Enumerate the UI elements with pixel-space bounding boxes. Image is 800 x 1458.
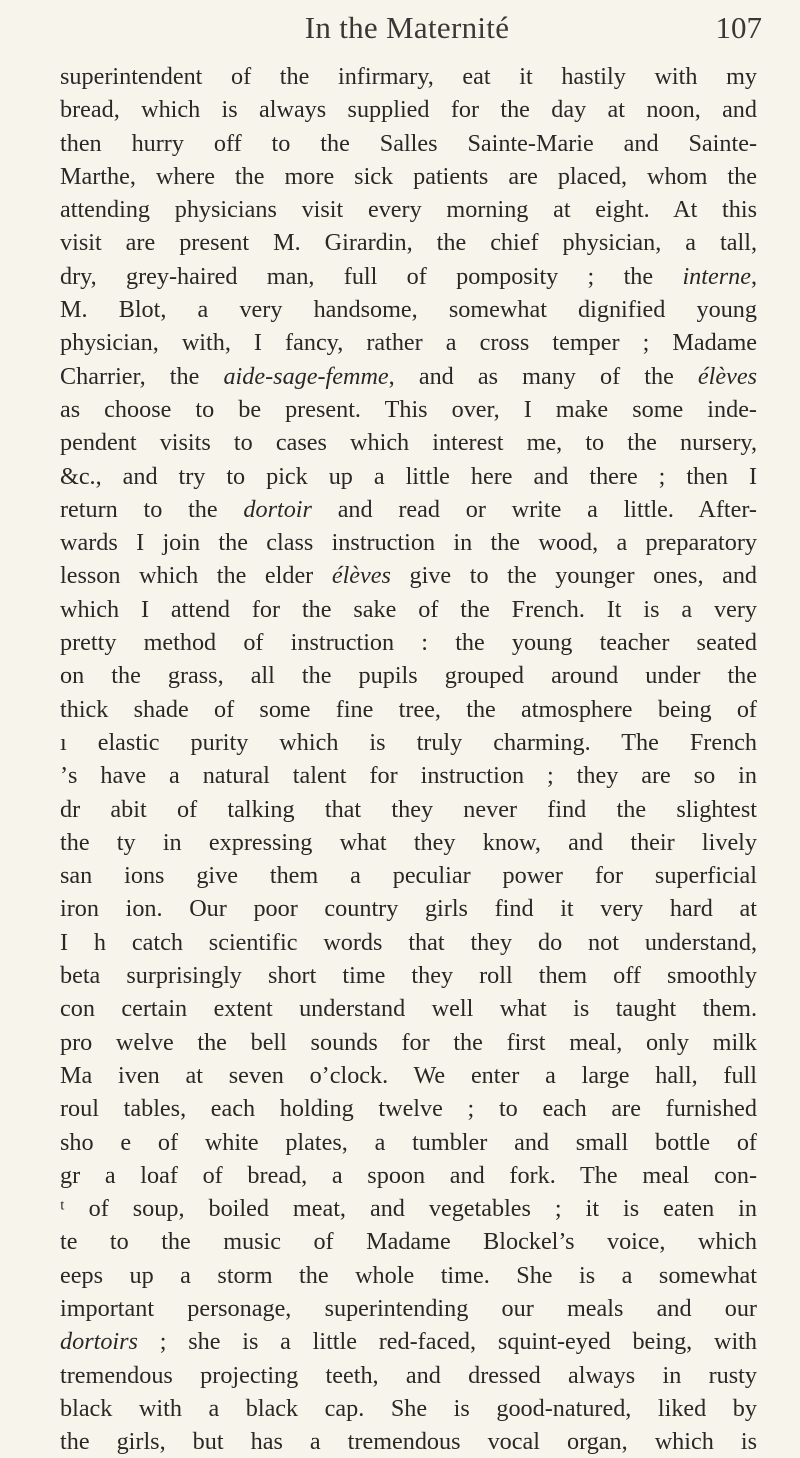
text-line: lesson which the elder élèves give to the younger ones, and: [60, 562, 757, 590]
text-line: ʼs have a natural talent for instruction ; they are so in: [60, 762, 757, 790]
text-line: tremendous projecting teeth, and dressed always in rusty: [60, 1361, 757, 1389]
body-text: [60, 60, 757, 1458]
page-number: 107: [715, 10, 762, 45]
text-line: sho e of white plates, a tumbler and small bottle of: [60, 1128, 757, 1156]
text-line: attending physicians visit every morning at eight. At this: [60, 196, 757, 224]
text-line: the ty in expressing what they know, and their lively: [60, 828, 757, 856]
text-line: superintendent of the infirmary, eat it hastily with my: [60, 63, 757, 90]
text-line: visit are present M. Girardin, the chief physician, a tall,: [60, 229, 757, 257]
text-line: Ma iven at seven o’clock. We enter a large hall, full: [60, 1061, 757, 1089]
text-line: dortoirs ; she is a little red-faced, squint-eyed being, with: [60, 1328, 757, 1356]
text-line: bread, which is always supplied for the day at noon, and: [60, 96, 757, 124]
text-line: physician, with, I fancy, rather a cross temper ; Madame: [60, 329, 757, 357]
text-line: dry, grey-haired man, full of pomposity ; the interne,: [60, 262, 757, 290]
text-line: I h catch scientific words that they do not understand,: [60, 928, 757, 956]
running-head: [60, 10, 762, 58]
text-line: thick shade of some fine tree, the atmosphere being of: [60, 695, 757, 723]
text-line: wards I join the class instruction in the wood, a preparatory: [60, 529, 757, 557]
text-line: as choose to be present. This over, I make some inde-: [60, 395, 757, 423]
text-line: iron ion. Our poor country girls find it very hard at: [60, 895, 757, 923]
text-line: beta surprisingly short time they roll them off smoothly: [60, 962, 757, 990]
text-line: Marthe, where the more sick patients are placed, whom the: [60, 162, 757, 190]
text-line: on the grass, all the pupils grouped around under the: [60, 662, 757, 690]
text-line: return to the dortoir and read or write a little. After-: [60, 495, 757, 523]
text-line: san ions give them a peculiar power for superficial: [60, 862, 757, 890]
text-line: dr abit of talking that they never find the slightest: [60, 795, 757, 823]
text-line: te to the music of Madame Blockel’s voice, which: [60, 1228, 757, 1256]
running-title: In the Maternité: [304, 10, 510, 45]
text-line: ı elastic purity which is truly charming. The French: [60, 728, 757, 756]
text-line: eeps up a storm the whole time. She is a somewhat: [60, 1261, 757, 1289]
text-line: important personage, superintending our meals and our: [60, 1294, 757, 1322]
text-line: con certain extent understand well what is taught them.: [60, 995, 757, 1023]
text-line: the girls, but has a tremendous vocal organ, which is: [60, 1428, 757, 1456]
text-line: pro welve the bell sounds for the first meal, only milk: [60, 1028, 757, 1056]
text-line: pendent visits to cases which interest me, to the nursery,: [60, 429, 757, 457]
text-line: gr a loaf of bread, a spoon and fork. The meal con-: [60, 1161, 757, 1189]
text-line: &c., and try to pick up a little here and there ; then I: [60, 462, 757, 490]
text-line: ᵗ of soup, boiled meat, and vegetables ; it is eaten in: [60, 1195, 757, 1223]
text-line: roul tables, each holding twelve ; to each are furnished: [60, 1095, 757, 1123]
text-line: then hurry off to the Salles Sainte-Marie and Sainte-: [60, 129, 757, 157]
text-line: which I attend for the sake of the French. It is a very: [60, 595, 757, 623]
text-line: Charrier, the aide-sage-femme, and as many of the élèves: [60, 362, 757, 390]
text-line: black with a black cap. She is good-natured, liked by: [60, 1394, 757, 1422]
text-line: M. Blot, a very handsome, somewhat dignified young: [60, 296, 757, 324]
text-line: pretty method of instruction : the young teacher seated: [60, 629, 757, 657]
